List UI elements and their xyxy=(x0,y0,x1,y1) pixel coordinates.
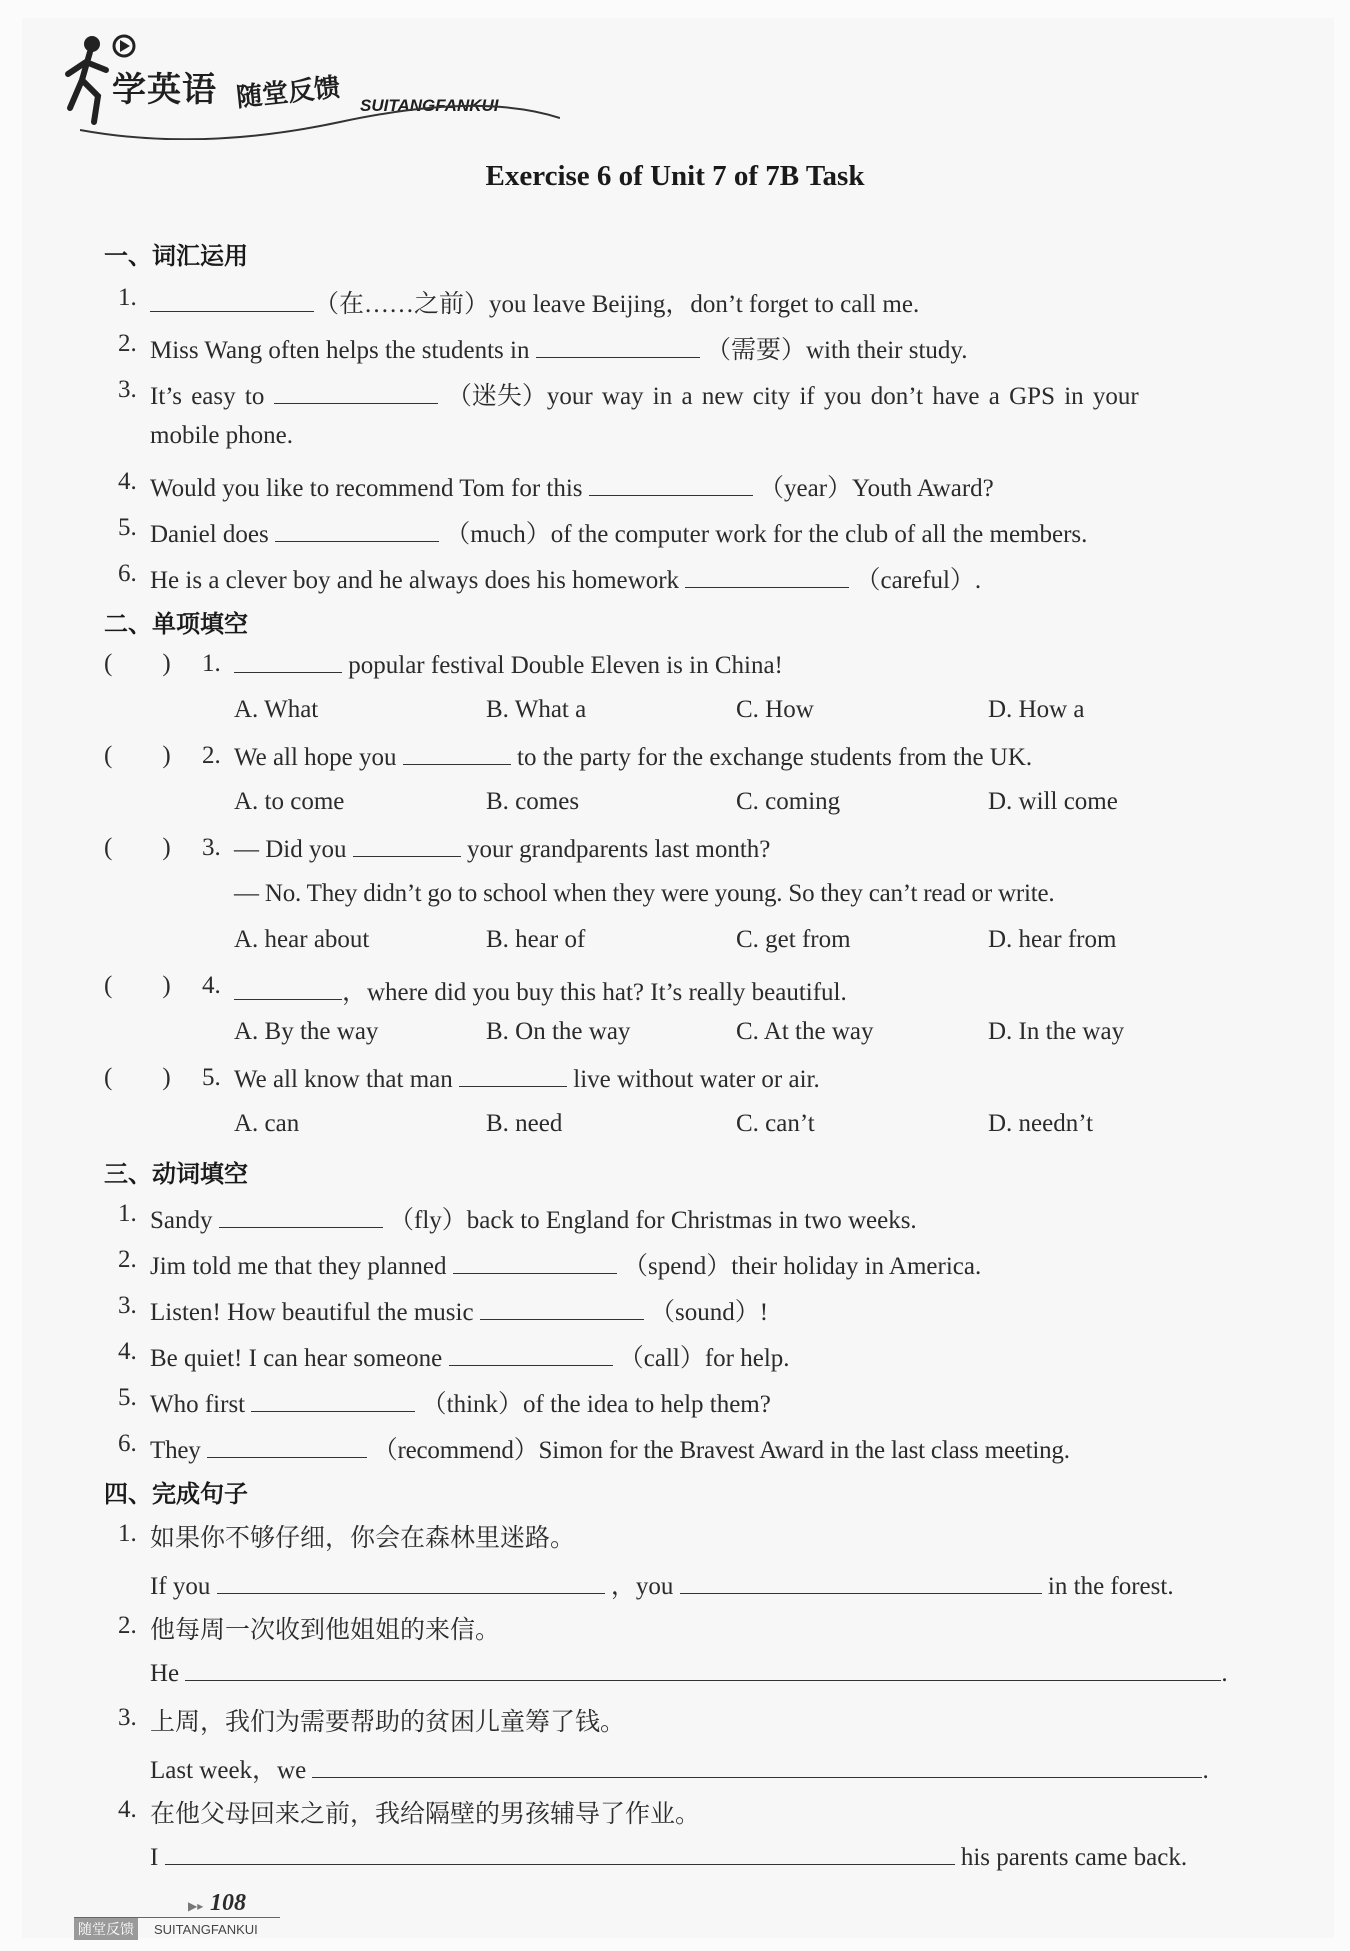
s4-item-1-cn: 如果你不够仔细，你会在森林里迷路。 xyxy=(150,1523,576,1552)
s3-item-6: They （recommend）Simon for the Bravest Award in the last class meeting. xyxy=(150,1437,1070,1464)
option-a[interactable]: A. What xyxy=(234,696,319,723)
answer-blank[interactable] xyxy=(165,1842,955,1865)
answer-blank[interactable] xyxy=(449,1343,613,1366)
option-a[interactable]: A. By the way xyxy=(234,1018,379,1045)
s1-item-2-num: 2. xyxy=(118,330,137,357)
option-d[interactable]: D. hear from xyxy=(988,926,1117,953)
option-c[interactable]: C. coming xyxy=(736,788,841,815)
option-b[interactable]: B. On the way xyxy=(486,1018,631,1045)
s1-item-4: Would you like to recommend Tom for this （year）Youth Award? xyxy=(150,475,994,502)
s3-item-4-num: 4. xyxy=(118,1338,137,1365)
s1-item-1: （在……之前）you leave Beijing，don’t forget to call me. xyxy=(150,284,919,320)
answer-blank[interactable] xyxy=(185,1658,1221,1681)
s3-item-2-num: 2. xyxy=(118,1246,137,1273)
s2-item-1-num: 1. xyxy=(202,650,221,677)
s1-item-6: He is a clever boy and he always does his homework （careful）. xyxy=(150,567,982,594)
answer-blank[interactable] xyxy=(275,519,439,542)
s2-item-1: popular festival Double Eleven is in China! xyxy=(234,650,783,680)
section-4-heading: 四、完成句子 xyxy=(104,1480,248,1508)
answer-blank[interactable] xyxy=(536,335,700,358)
answer-paren[interactable]: ( ) xyxy=(104,742,171,769)
s3-item-1-num: 1. xyxy=(118,1200,137,1227)
s2-item-2: We all hope you to the party for the exchange students from the UK. xyxy=(234,744,1033,771)
s3-item-5: Who first （think）of the idea to help them? xyxy=(150,1391,771,1418)
option-b[interactable]: B. hear of xyxy=(486,926,586,953)
s3-item-2: Jim told me that they planned （spend）their holiday in America. xyxy=(150,1253,982,1280)
brand-cn-2: 随堂反馈 xyxy=(234,72,342,114)
s4-item-4-en: I his parents came back. xyxy=(150,1844,1188,1871)
s4-item-1-num: 1. xyxy=(118,1520,137,1547)
s4-item-4-num: 4. xyxy=(118,1796,137,1823)
s4-item-2-num: 2. xyxy=(118,1612,137,1639)
answer-blank[interactable] xyxy=(251,1389,415,1412)
s2-item-5-num: 5. xyxy=(202,1064,221,1091)
s2-item-4: ，where did you buy this hat? It’s really beautiful. xyxy=(234,972,847,1008)
s2-item-4-num: 4. xyxy=(202,972,221,999)
option-c[interactable]: C. At the way xyxy=(736,1018,874,1045)
s1-item-3-num: 3. xyxy=(118,376,137,403)
page-number: 108 xyxy=(210,1890,246,1916)
option-d[interactable]: D. needn’t xyxy=(988,1110,1094,1137)
footer-brand-cn: 随堂反馈 xyxy=(74,1918,138,1940)
header-logo xyxy=(40,30,560,140)
answer-blank[interactable] xyxy=(403,742,511,765)
s1-item-3-cont: mobile phone. xyxy=(150,422,294,449)
answer-blank[interactable] xyxy=(453,1251,617,1274)
s3-item-1: Sandy （fly）back to England for Christmas in two weeks. xyxy=(150,1207,917,1234)
s2-item-2-num: 2. xyxy=(202,742,221,769)
s3-item-6-num: 6. xyxy=(118,1430,137,1457)
answer-blank[interactable] xyxy=(312,1755,1202,1778)
answer-blank[interactable] xyxy=(353,834,461,857)
answer-blank[interactable] xyxy=(274,381,438,404)
answer-blank[interactable] xyxy=(234,977,342,1000)
s4-item-3-cn: 上周，我们为需要帮助的贫困儿童筹了钱。 xyxy=(150,1707,626,1736)
answer-blank[interactable] xyxy=(685,565,849,588)
answer-paren[interactable]: ( ) xyxy=(104,650,171,677)
s1-item-3: It’s easy to （迷失）your way in a new city if you don’t have a GPS in your xyxy=(150,383,1139,410)
section-1-heading: 一、词汇运用 xyxy=(104,242,248,270)
option-b[interactable]: B. need xyxy=(486,1110,563,1137)
s4-item-2-en: He . xyxy=(150,1660,1228,1687)
option-b[interactable]: B. comes xyxy=(486,788,580,815)
brand-en: SUITANGFANKUI xyxy=(360,96,499,115)
s3-item-3-num: 3. xyxy=(118,1292,137,1319)
s2-item-3: — Did you your grandparents last month? xyxy=(234,836,771,863)
answer-blank[interactable] xyxy=(217,1571,605,1594)
brand-cn: 学英语 xyxy=(112,70,217,110)
option-c[interactable]: C. How xyxy=(736,696,814,723)
s2-item-3-reply: — No. They didn’t go to school when they were young. So they can’t read or write. xyxy=(234,880,1055,907)
page-arrow-icon: ▶▸ xyxy=(188,1899,204,1913)
section-2-heading: 二、单项填空 xyxy=(104,610,248,638)
page-title: Exercise 6 of Unit 7 of 7B Task xyxy=(485,160,865,192)
option-c[interactable]: C. get from xyxy=(736,926,851,953)
header-swoosh xyxy=(80,100,560,140)
answer-blank[interactable] xyxy=(219,1205,383,1228)
s1-item-1-num: 1. xyxy=(118,284,137,311)
s2-item-3-num: 3. xyxy=(202,834,221,861)
s4-item-2-cn: 他每周一次收到他姐姐的来信。 xyxy=(150,1615,501,1644)
option-a[interactable]: A. can xyxy=(234,1110,300,1137)
s1-item-5-num: 5. xyxy=(118,514,137,541)
s3-item-3: Listen! How beautiful the music （sound）! xyxy=(150,1299,769,1326)
answer-blank[interactable] xyxy=(459,1064,567,1087)
section-3-heading: 三、动词填空 xyxy=(104,1160,248,1188)
s4-item-3-en: Last week，we . xyxy=(150,1757,1209,1784)
s4-item-1-en: If you ，you in the forest. xyxy=(150,1573,1174,1600)
answer-blank[interactable] xyxy=(589,473,753,496)
option-d[interactable]: D. In the way xyxy=(988,1018,1125,1045)
option-c[interactable]: C. can’t xyxy=(736,1110,815,1137)
s1-item-2: Miss Wang often helps the students in （需要）with their study. xyxy=(150,337,968,364)
answer-paren[interactable]: ( ) xyxy=(104,972,171,999)
answer-blank[interactable] xyxy=(680,1571,1042,1594)
answer-paren[interactable]: ( ) xyxy=(104,1064,171,1091)
answer-blank[interactable] xyxy=(207,1435,367,1458)
s3-item-4: Be quiet! I can hear someone （call）for help. xyxy=(150,1345,790,1372)
s1-item-5: Daniel does （much）of the computer work for the club of all the members. xyxy=(150,521,1088,548)
option-d[interactable]: D. How a xyxy=(988,696,1085,723)
option-a[interactable]: A. to come xyxy=(234,788,345,815)
s4-item-4-cn: 在他父母回来之前，我给隔壁的男孩辅导了作业。 xyxy=(150,1799,701,1828)
option-b[interactable]: B. What a xyxy=(486,696,587,723)
s2-item-5: We all know that man live without water or air. xyxy=(234,1066,820,1093)
s1-item-4-num: 4. xyxy=(118,468,137,495)
option-d[interactable]: D. will come xyxy=(988,788,1118,815)
s4-item-3-num: 3. xyxy=(118,1704,137,1731)
s3-item-5-num: 5. xyxy=(118,1384,137,1411)
answer-blank[interactable] xyxy=(480,1297,644,1320)
s1-item-6-num: 6. xyxy=(118,560,137,587)
option-a[interactable]: A. hear about xyxy=(234,926,370,953)
answer-paren[interactable]: ( ) xyxy=(104,834,171,861)
footer-brand-en: SUITANGFANKUI xyxy=(154,1922,258,1937)
answer-blank[interactable] xyxy=(150,289,314,312)
answer-blank[interactable] xyxy=(234,650,342,673)
